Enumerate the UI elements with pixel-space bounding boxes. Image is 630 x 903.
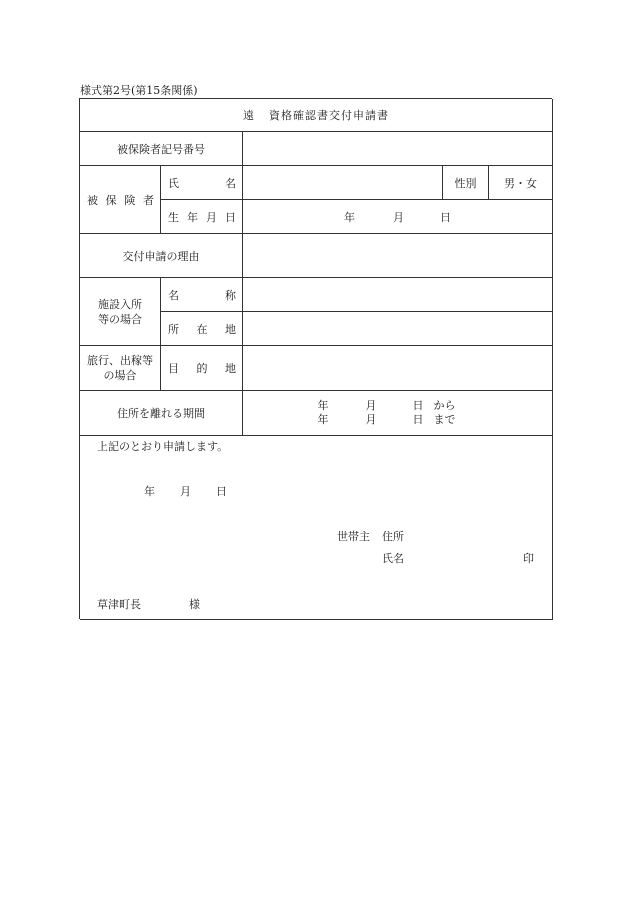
facility-label-char: の — [109, 312, 120, 326]
period-to-row — [318, 413, 478, 427]
facility-name-label-char: 称 — [225, 288, 236, 302]
travel-label-char: 合 — [125, 369, 137, 382]
insured-person-label — [80, 166, 161, 234]
honorific-text: 様 — [189, 598, 200, 611]
form-title — [80, 99, 553, 132]
destination-label — [161, 346, 243, 391]
facility-label — [80, 278, 161, 346]
facility-address-label-char: 地 — [225, 322, 236, 336]
birthdate-field[interactable] — [243, 200, 553, 234]
travel-label-char: の — [103, 369, 115, 382]
insured-number-field[interactable] — [243, 132, 553, 166]
travel-label-char: 場 — [114, 369, 126, 382]
insured-label-char: 被 — [87, 193, 98, 207]
period-to-month: 月 — [365, 413, 377, 426]
facility-address-label-char: 所 — [168, 322, 179, 336]
facility-label-char: 場 — [120, 312, 131, 326]
period-to-year: 年 — [317, 413, 329, 426]
period-label: 住所を離れる期間 — [80, 391, 243, 436]
reason-field[interactable] — [243, 234, 553, 278]
date-month: 月 — [180, 485, 191, 498]
form-title-prefix: 遠 — [243, 109, 255, 122]
travel-label — [80, 346, 161, 391]
birthdate-label-char: 生 — [168, 210, 179, 224]
date-day: 日 — [216, 485, 227, 498]
birthdate-label-char: 年 — [187, 210, 198, 224]
householder-name-label: 氏名 — [382, 552, 404, 565]
insured-number-label: 被保険者記号番号 — [80, 132, 243, 166]
birthdate-label-char: 日 — [225, 210, 236, 224]
birthdate-day: 日 — [440, 210, 451, 224]
declaration-area — [80, 436, 553, 620]
facility-name-label — [161, 278, 243, 312]
seal-label: 印 — [523, 552, 534, 565]
facility-label-char: 所 — [131, 297, 142, 311]
reason-label: 交付申請の理由 — [80, 234, 243, 278]
facility-label-char: 施 — [98, 297, 109, 311]
facility-label-char: 合 — [131, 312, 142, 326]
addressee-text: 草津町長 — [97, 598, 141, 611]
insured-label-char: 保 — [105, 193, 117, 207]
facility-label-line2 — [98, 312, 142, 327]
period-from-month: 月 — [365, 399, 377, 412]
period-from-row — [318, 399, 478, 413]
date-year: 年 — [144, 485, 155, 498]
name-label-char: 氏 — [168, 176, 179, 190]
application-form-table — [79, 98, 552, 619]
name-label — [161, 166, 243, 200]
facility-label-line1 — [98, 297, 142, 312]
name-label-char: 名 — [225, 176, 236, 190]
period-from-day: 日 — [412, 399, 424, 412]
destination-label-char: 目 — [168, 362, 179, 375]
name-field[interactable] — [243, 166, 443, 200]
gender-label: 性別 — [443, 166, 489, 200]
travel-label-line1: 旅行、出稼等 — [87, 354, 153, 367]
facility-name-field[interactable] — [243, 278, 553, 312]
insured-label-char: 険 — [124, 193, 136, 207]
period-to-suffix: まで — [433, 413, 456, 426]
period-from-suffix: から — [433, 399, 456, 412]
birthdate-year: 年 — [344, 210, 355, 224]
facility-address-label — [161, 312, 243, 346]
householder-address-label: 住所 — [382, 530, 404, 543]
facility-label-char: 等 — [98, 312, 109, 326]
period-field[interactable] — [243, 391, 553, 436]
destination-label-char: 的 — [196, 362, 208, 375]
destination-field[interactable] — [243, 346, 553, 391]
birthdate-label-char: 月 — [206, 210, 217, 224]
destination-label-char: 地 — [225, 362, 236, 375]
period-to-day: 日 — [412, 413, 424, 426]
birthdate-label — [161, 200, 243, 234]
facility-label-char: 入 — [120, 297, 131, 311]
facility-name-label-char: 名 — [168, 288, 179, 302]
householder-label: 世帯主 — [337, 530, 370, 543]
statement-text: 上記のとおり申請します。 — [97, 440, 229, 453]
birthdate-month: 月 — [393, 210, 404, 224]
period-from-year: 年 — [317, 399, 329, 412]
form-number: 様式第2号(第15条関係) — [80, 84, 198, 97]
facility-address-label-char: 在 — [196, 322, 208, 336]
form-title-text: 資格確認書交付申請書 — [269, 109, 389, 122]
facility-address-field[interactable] — [243, 312, 553, 346]
insured-label-char: 者 — [142, 193, 154, 207]
gender-field[interactable]: 男・女 — [489, 166, 553, 200]
facility-label-char: 設 — [109, 297, 120, 311]
travel-label-line2 — [104, 368, 137, 383]
